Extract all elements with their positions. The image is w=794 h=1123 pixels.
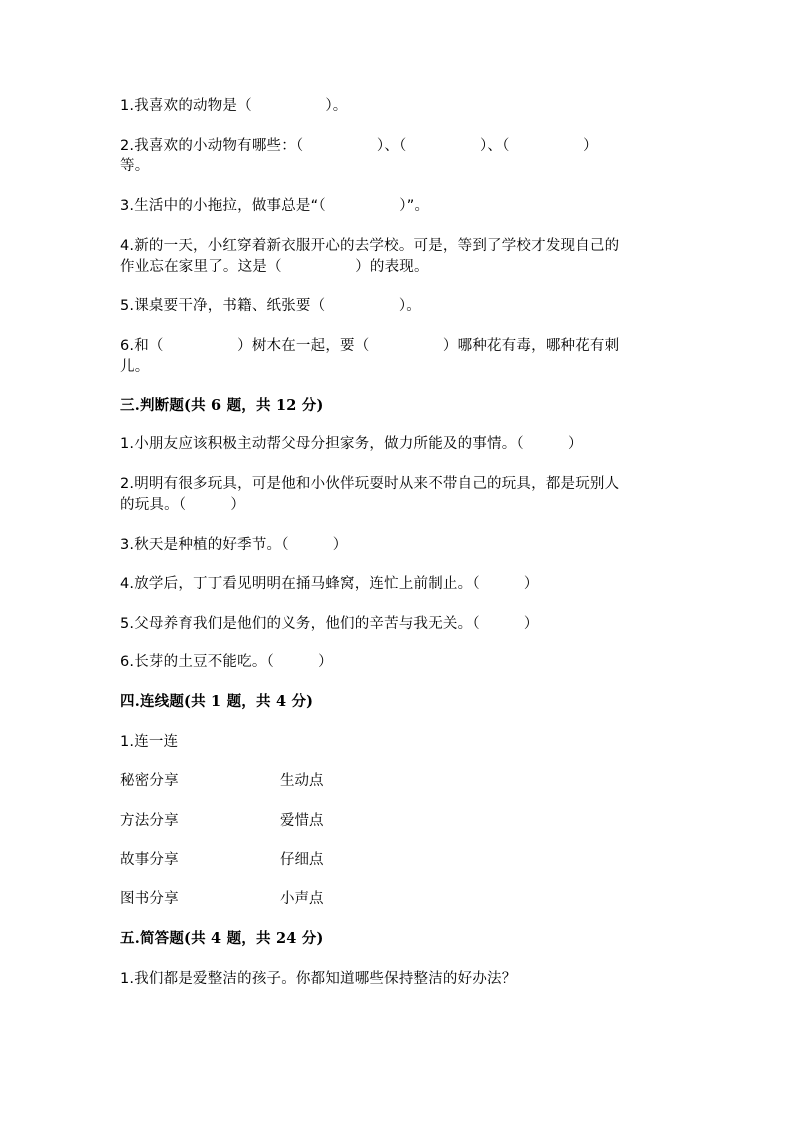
judge-question-2-line-1: 2.明明有很多玩具，可是他和小伙伴玩耍时从来不带自己的玩具，都是玩别人 xyxy=(120,476,620,492)
fill-question-6-line-2: 儿。 xyxy=(120,359,150,375)
match-right-item: 生动点 xyxy=(280,773,324,789)
match-right-item: 小声点 xyxy=(280,891,324,907)
fill-question-6-line-1: 6.和（ ）树木在一起，要（ ）哪种花有毒，哪种花有刺 xyxy=(120,338,620,354)
judge-question-6: 6.长芽的土豆不能吃。（ ） xyxy=(120,654,333,670)
judge-question-1: 1.小朋友应该积极主动帮父母分担家务，做力所能及的事情。（ ） xyxy=(120,436,583,452)
judge-question-2-line-2: 的玩具。（ ） xyxy=(120,497,246,513)
judge-question-3: 3.秋天是种植的好季节。（ ） xyxy=(120,537,348,553)
judge-question-4: 4.放学后，丁丁看见明明在捅马蜂窝，连忙上前制止。（ ） xyxy=(120,576,539,592)
section-heading-judge: 三.判断题(共 6 题，共 12 分) xyxy=(120,397,324,414)
match-question-1: 1.连一连 xyxy=(120,734,179,750)
section-heading-short-answer: 五.简答题(共 4 题，共 24 分) xyxy=(120,930,324,947)
fill-question-1: 1.我喜欢的动物是（ ）。 xyxy=(120,98,348,114)
match-left-item: 故事分享 xyxy=(120,852,179,868)
fill-question-4-line-1: 4.新的一天，小红穿着新衣服开心的去学校。可是，等到了学校才发现自己的 xyxy=(120,238,620,254)
judge-question-5: 5.父母养育我们是他们的义务，他们的辛苦与我无关。（ ） xyxy=(120,616,539,632)
match-right-item: 仔细点 xyxy=(280,852,324,868)
fill-question-3: 3.生活中的小拖拉，做事总是“（ ）”。 xyxy=(120,198,430,214)
match-right-item: 爱惜点 xyxy=(280,813,324,829)
fill-question-2-line-1: 2.我喜欢的小动物有哪些：（ ）、（ ）、（ ） xyxy=(120,138,598,154)
section-heading-match: 四.连线题(共 1 题，共 4 分) xyxy=(120,693,314,710)
match-left-item: 方法分享 xyxy=(120,813,179,829)
match-left-item: 图书分享 xyxy=(120,891,179,907)
fill-question-2-line-2: 等。 xyxy=(120,158,150,174)
match-left-item: 秘密分享 xyxy=(120,773,179,789)
fill-question-5: 5.课桌要干净，书籍、纸张要（ ）。 xyxy=(120,298,421,314)
short-question-1: 1.我们都是爱整洁的孩子。你都知道哪些保持整洁的好办法？ xyxy=(120,971,517,987)
fill-question-4-line-2: 作业忘在家里了。这是（ ）的表现。 xyxy=(120,259,429,275)
